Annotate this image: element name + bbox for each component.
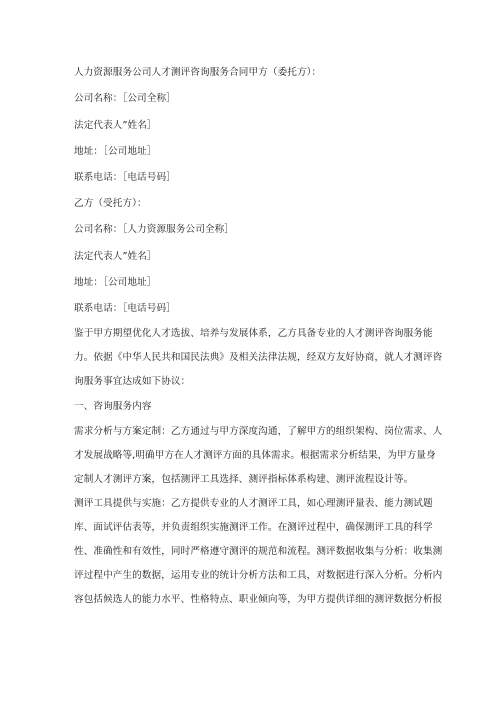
item-2-line: 评过程中产生的数据，运用专业的统计分析方法和工具，对数据进行深入分析。分析内 <box>74 570 443 581</box>
party-a-company: 公司名称：［公司全称］ <box>74 93 176 104</box>
party-b-phone: 联系电话：［电话号码］ <box>74 303 176 314</box>
item-2-line: 性、准确性和有效性，同时严格遵守测评的规范和流程。测评数据收集与分析：收集测 <box>74 546 443 557</box>
preamble-line: 力。依据《中华人民共和国民法典》及相关法律法规，经双方友好协商，就人才测评咨 <box>74 352 443 363</box>
item-1-line: 才发展战略等,明确甲方在人才测评方面的具体需求。根据需求分析结果，为甲方量身 <box>74 450 436 461</box>
section-title: 一、咨询服务内容 <box>74 401 152 412</box>
contract-title: 人力资源服务公司人才测评咨询服务合同甲方（委托方）： <box>74 67 322 78</box>
party-b-address: 地址：［公司地址］ <box>74 277 157 288</box>
item-1-line: 定制人才测评方案，包括测评工具选择、测评指标体系构建、测评流程设计等。 <box>74 474 414 485</box>
party-b-company: 公司名称：［人力资源服务公司全称］ <box>74 224 234 235</box>
item-2-line: 测评工具提供与实施：乙方提供专业的人才测评工具，如心理测评量表、能力测试题 <box>74 498 433 509</box>
party-a-legal-rep: 法定代表人”姓名］ <box>74 120 157 131</box>
preamble-line: 询服务事宜达成如下协议： <box>74 376 191 387</box>
item-2-line: 库、面试评估表等，并负责组织实施测评工作。在测评过程中，确保测评工具的科学 <box>74 522 433 533</box>
party-a-address: 地址：［公司地址］ <box>74 146 157 157</box>
party-a-phone: 联系电话：［电话号码］ <box>74 172 176 183</box>
document-body <box>74 66 443 606</box>
preamble-line: 鉴于甲方期望优化人才选拔、培养与发展体系，乙方具备专业的人才测评咨询服务能 <box>74 328 433 339</box>
party-b-legal-rep: 法定代表人”姓名］ <box>74 251 157 262</box>
party-b-header: 乙方（受托方）： <box>74 198 147 209</box>
item-2-line: 容包括候选人的能力水平、性格特点、职业倾向等，为甲方提供详细的测评数据分析报 <box>74 594 443 605</box>
item-1-line: 需求分析与方案定制：乙方通过与甲方深度沟通，了解甲方的组织架构、岗位需求、人 <box>74 426 443 437</box>
